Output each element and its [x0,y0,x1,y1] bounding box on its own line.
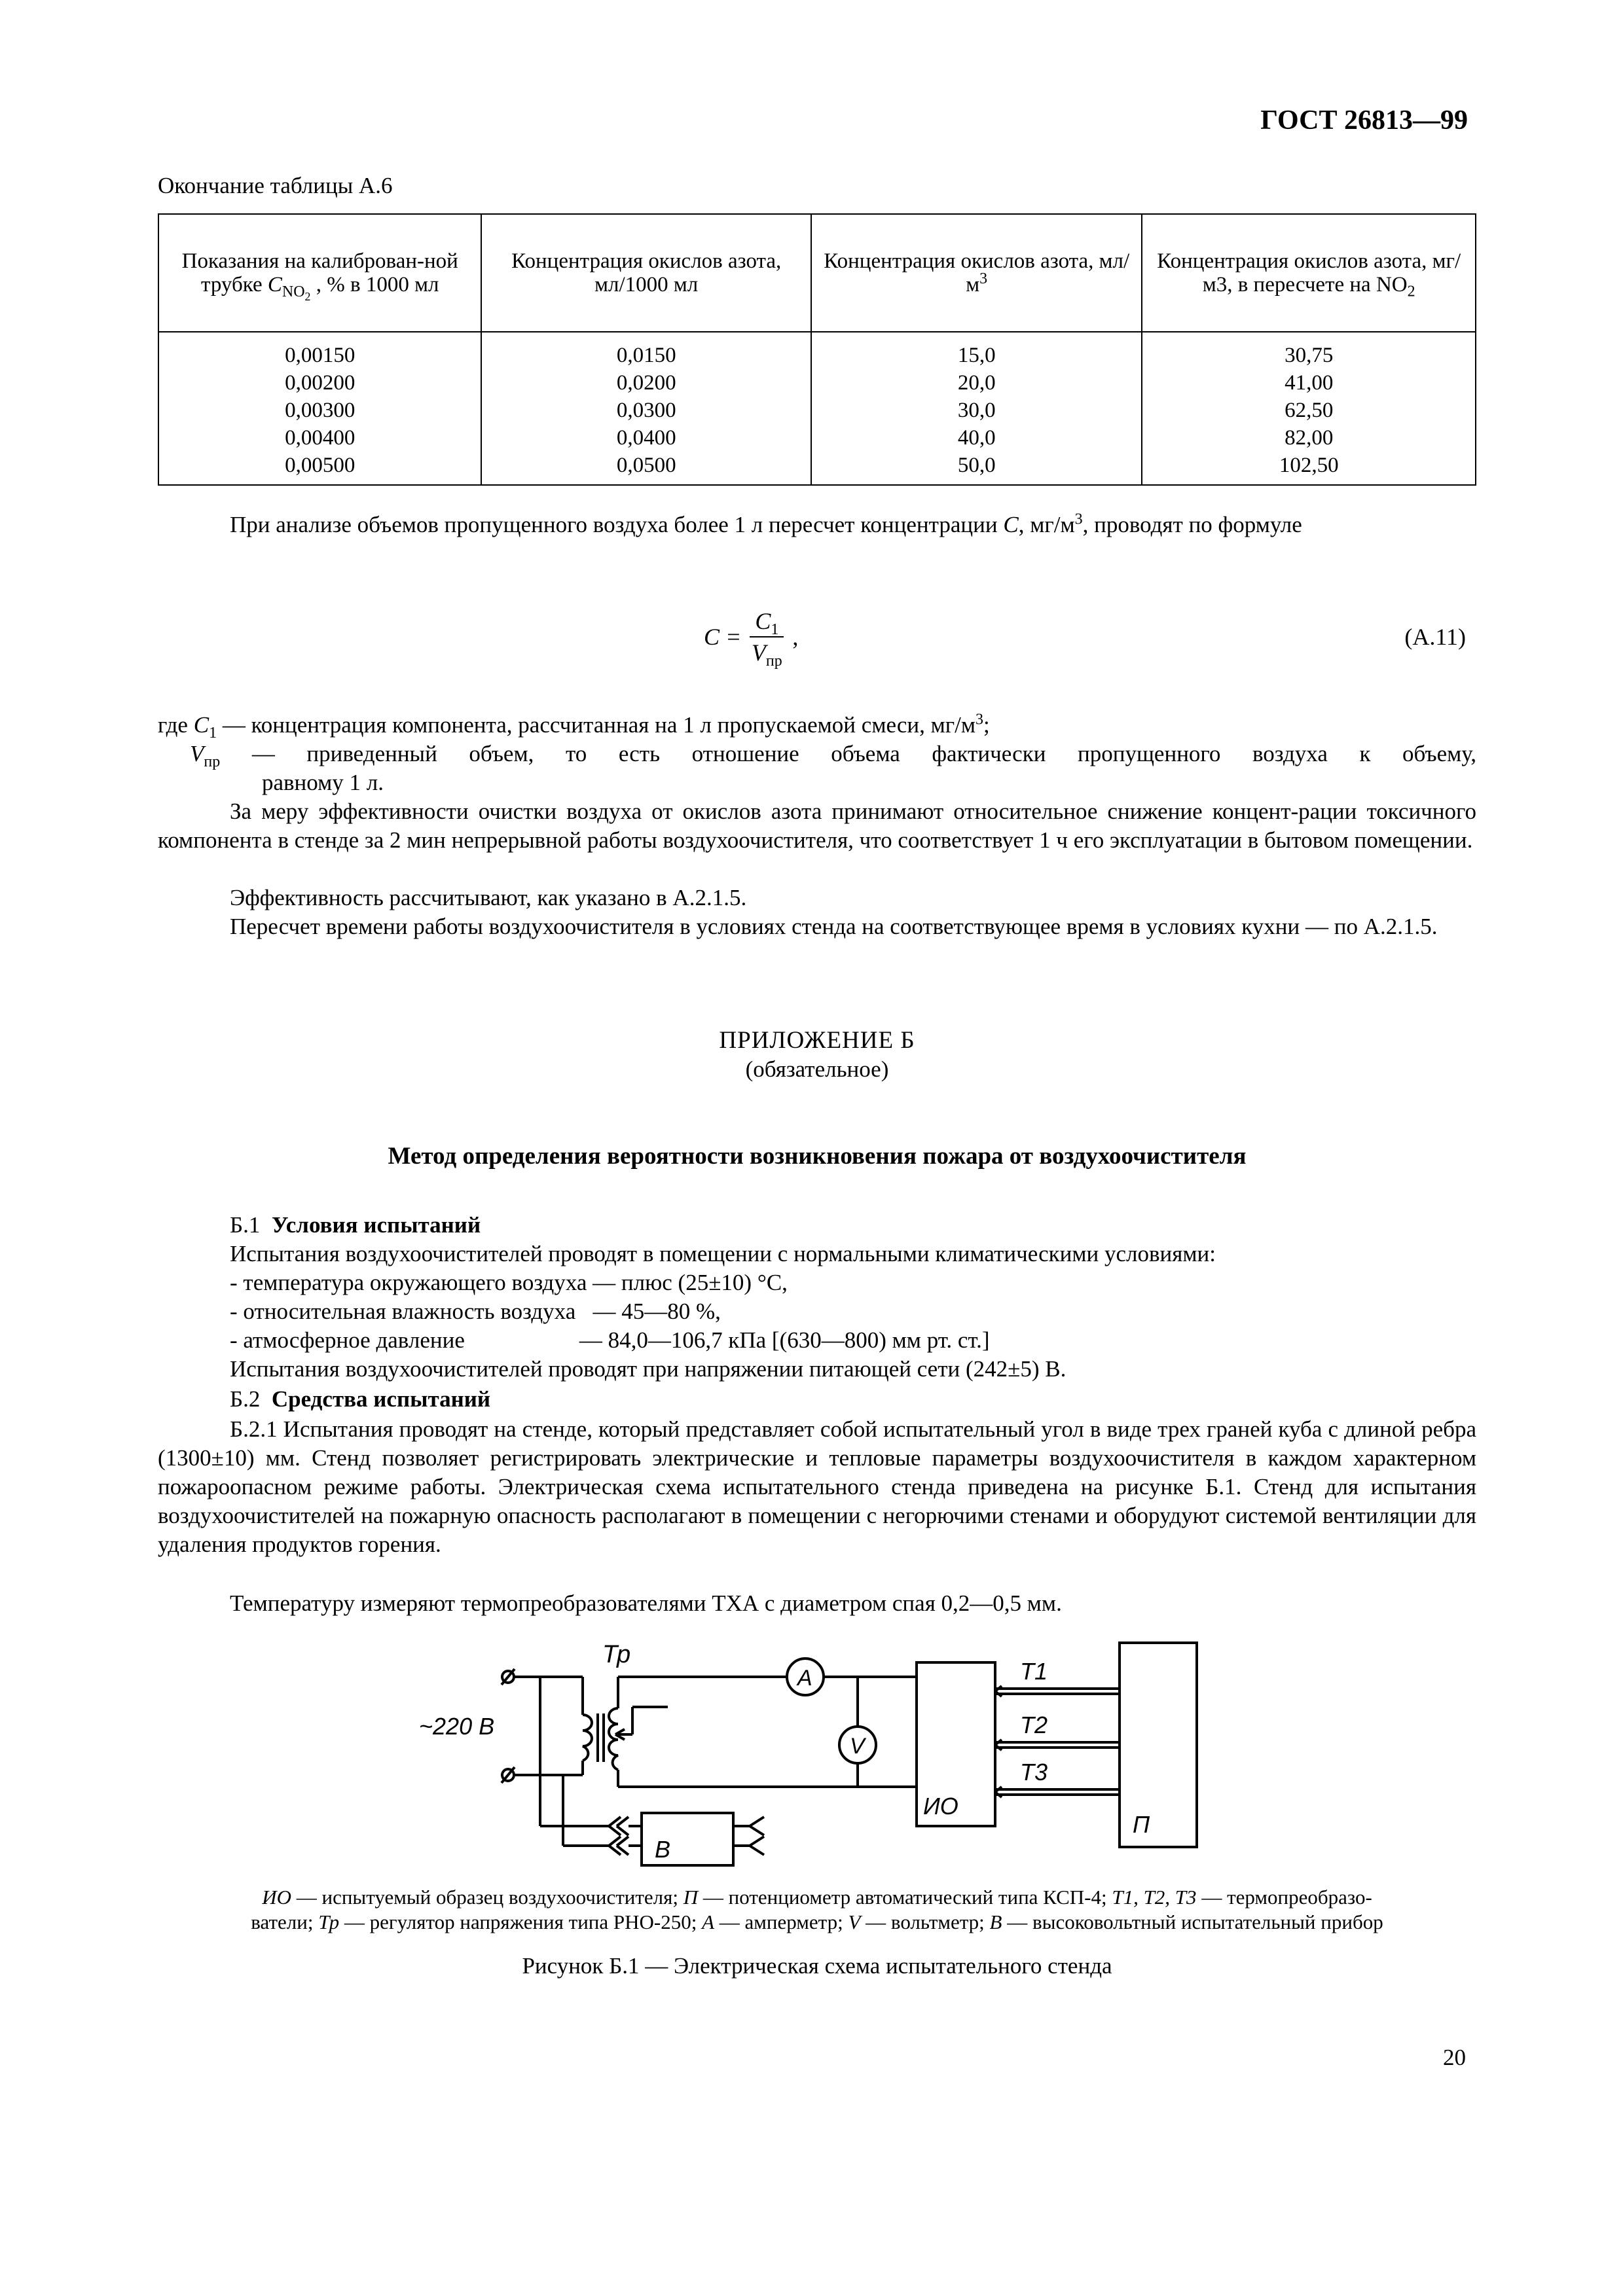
time-conversion-paragraph: Пересчет времени работы воздухоочистителя в условиях стенда на соответствующее время в условиях кухни — по А.2.1.5. [230,914,1438,939]
condition-pressure: - атмосферное давление — 84,0—106,7 кПа [(630—800) мм рт. ст.] [230,1327,990,1353]
figure-caption: Рисунок Б.1 — Электрическая схема испытательного стенда [522,1953,1112,1979]
table-header-row [158,214,1476,332]
table-row [158,397,1476,424]
section-b2-temperature-paragraph: Температуру измеряют термопреобразователями ТХА с диаметром спая 0,2—0,5 мм. [230,1590,1062,1616]
document-standard-number: ГОСТ 26813—99 [1260,105,1468,135]
concentration-table [158,213,1476,486]
table-cell: 0,00500 [158,452,481,485]
table-cell: 15,0 [811,332,1142,369]
supply-terminal-bottom [501,1767,515,1783]
table-row [158,424,1476,452]
condition-temperature: - температура окружающего воздуха — плюс (25±10) °С, [230,1270,788,1295]
table-cell: 0,0500 [481,452,811,485]
table-cell: 62,50 [1142,397,1476,424]
thermocouple-t1-label: Т1 [1020,1658,1048,1685]
table-header-cell: Концентрация окислов азота, мг/м3, в пересчете на $NO_2$ [1142,214,1476,332]
table-row [158,369,1476,397]
transformer-primary-coil [583,1715,592,1761]
table-cell: 0,00150 [158,332,481,369]
table-cell: 20,0 [811,369,1142,397]
supply-voltage-label: ~220 В [419,1713,495,1740]
table-cell: 0,00400 [158,424,481,452]
formula-intro-paragraph: При анализе объемов пропущенного воздуха более 1 л пересчет концентрации C, $мг/м^3$, проводят по формуле [230,511,1302,537]
formula-number: (А.11) [1404,624,1466,650]
table-cell: 0,0150 [481,332,811,369]
svg-text:A: A [797,1666,812,1691]
test-object-label: ИО [923,1793,958,1820]
condition-humidity: - относительная влажность воздуха — 45—80 %, [230,1299,721,1324]
section-b2-1-paragraph: Б.2.1 Испытания проводят на стенде, который представляет собой испытательный угол в виде трех граней куба с длиной ребра (1300±10) мм. Стенд позволяет регистрировать электрические и тепловые параметры воздухоочистителя в каждом характерном пожароопасном режиме работы. Электрическая схема испытательного стенда приведена на рисунке Б.1. Стенд для испытания воздухоочистителей на пожарную опасность располагают в помещении с негорючими стенами и оборудуют системой вентиляции для удаления продуктов горения. [158,1416,1476,1557]
figure-legend: ИО — испытуемый образец воздухоочистителя; П — потенциометр автоматический типа КСП-4; Т1, Т2, Т3 — термопреобразо- ватели; Тр — регулятор напряжения типа РНО-250; А — амперметр; V — вольтметр; В — высоковольтный испытательный прибор [251,1886,1383,1933]
table-cell: 102,50 [1142,452,1476,485]
section-b2-heading: Б.2 Средства испытаний [230,1386,491,1412]
where-definition-vpr: $V_{пр}$ — приведенный объем, то есть отношение объема фактически пропущенного воздуха к объему, [190,741,1476,770]
table-header-cell: Показания на калиброван-ной трубке $C_{NO_2}$ , % в 1000 мл [158,214,481,332]
voltmeter-symbol [839,1727,876,1763]
table-cell: 0,0300 [481,397,811,424]
appendix-title: ПРИЛОЖЕНИЕ Б [719,1027,915,1054]
svg-text:V: V [850,1734,865,1759]
thermocouple-t2-label: Т2 [1020,1712,1048,1738]
thermocouple-t3-label: Т3 [1020,1759,1048,1785]
transformer-secondary-coil [609,1708,618,1770]
table-cell: 0,0200 [481,369,811,397]
efficiency-calc-paragraph: Эффективность рассчитывают, как указано в А.2.1.5. [230,885,747,910]
table-row [158,452,1476,485]
table-cell: 30,0 [811,397,1142,424]
transformer-label: Тр [602,1641,631,1668]
table-cell: 30,75 [1142,332,1476,369]
section-b1-intro: Испытания воздухоочистителей проводят в помещении с нормальными климатическими условиями: [230,1241,1216,1266]
table-header-cell: Концентрация окислов азота, $мл/м^3$ [811,214,1142,332]
efficiency-paragraph: За меру эффективности очистки воздуха от окислов азота принимают относительное снижение концент-рации токсичного компонента в стенде за 2 мин непрерывной работы воздухоочистителя, что соответствует 1 ч его эксплуатации в бытовом помещении. [158,798,1476,853]
supply-terminal-top [501,1669,515,1685]
where-definition-vpr-cont: равному 1 л. [262,770,384,795]
potentiometer-box [1120,1643,1197,1847]
section-b1-voltage: Испытания воздухоочистителей проводят при напряжении питающей сети (242±5) В. [230,1356,1067,1382]
page-number: 20 [1443,2045,1466,2070]
table-row [158,332,1476,369]
table-caption: Окончание таблицы А.6 [158,173,393,198]
table-cell: 41,00 [1142,369,1476,397]
ammeter-symbol [787,1659,824,1695]
table-cell: 0,00300 [158,397,481,424]
table-cell: 50,0 [811,452,1142,485]
high-voltage-device-label: В [655,1836,671,1863]
table-cell: 0,0400 [481,424,811,452]
electrical-schematic [393,1636,1218,1872]
table-cell: 40,0 [811,424,1142,452]
section-b1-heading: Б.1 Условия испытаний [230,1212,481,1238]
table-cell: 0,00200 [158,369,481,397]
table-cell: 82,00 [1142,424,1476,452]
formula-lhs: C = [704,624,748,650]
table-header-cell: Концентрация окислов азота, мл/1000 мл [481,214,811,332]
appendix-subtitle: (обязательное) [745,1056,889,1082]
where-definition-c1: где $C_1$ — концентрация компонента, рассчитанная на 1 л пропускаемой смеси, $мг/м^3$; [158,711,990,742]
appendix-heading: Метод определения вероятности возникновения пожара от воздухоочистителя [388,1143,1247,1170]
formula-a11: C = $C_1$ $V_{пр}$ , [704,608,799,670]
potentiometer-label: П [1133,1811,1150,1838]
